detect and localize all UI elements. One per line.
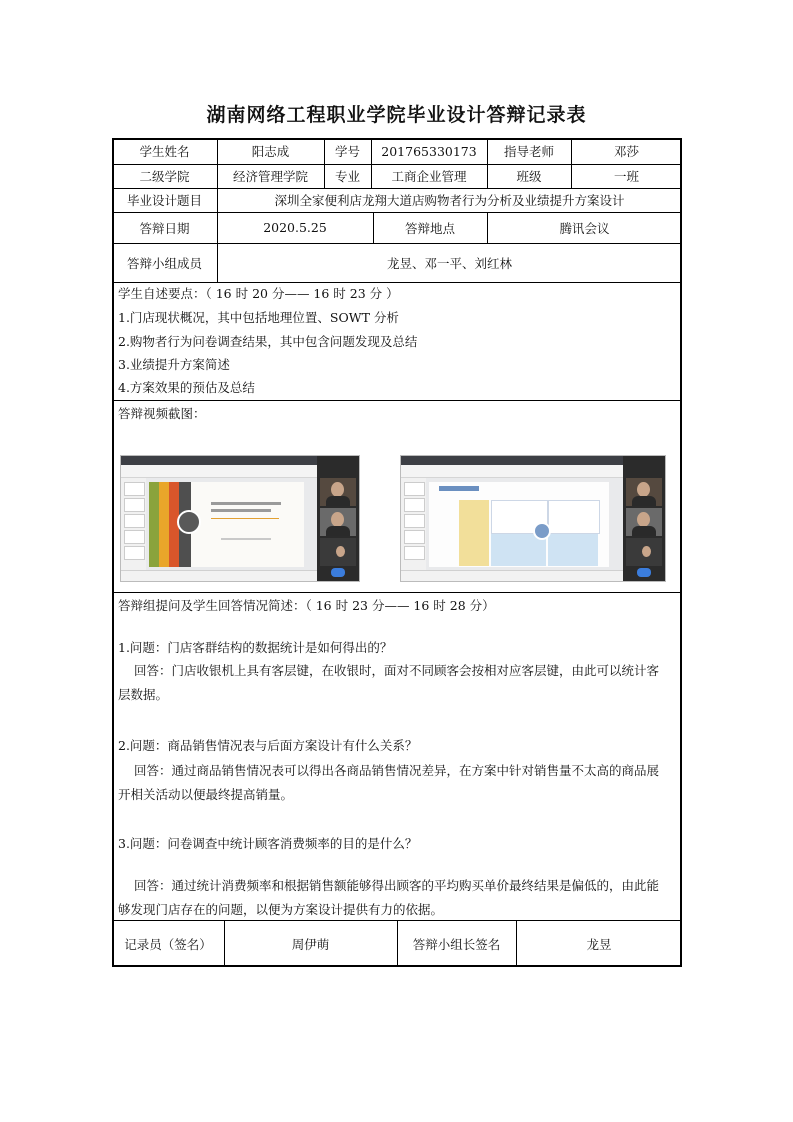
row-divider bbox=[112, 400, 682, 401]
swot-quadrant bbox=[459, 500, 489, 566]
slide-thumbnails bbox=[401, 478, 426, 571]
screenshots-heading: 答辩视频截图： bbox=[118, 406, 206, 421]
advisor-value: 邓莎 bbox=[613, 144, 639, 159]
swot-center-icon bbox=[533, 522, 551, 540]
defense-screenshot-1 bbox=[120, 455, 360, 582]
graduation-cap-icon bbox=[177, 510, 201, 534]
location-label: 答辩地点 bbox=[404, 220, 455, 236]
self-statement-point: 4.方案效果的预估及总结 bbox=[118, 380, 255, 395]
slide-thumbnail bbox=[404, 498, 425, 512]
self-statement-point: 2.购物者行为问卷调查结果，其中包含问题发现及总结 bbox=[118, 334, 418, 349]
participant-face bbox=[336, 546, 345, 557]
swot-quadrant bbox=[548, 500, 600, 534]
participant-video bbox=[626, 508, 662, 536]
slide-thumbnail bbox=[124, 530, 145, 544]
video-gallery bbox=[623, 456, 665, 581]
qa-answer: 回答：通过商品销售情况表可以得出各商品销售情况差异，在方案中针对销售量不太高的商品展开相关活动以便最终提高销量。 bbox=[118, 763, 660, 802]
participant-video bbox=[626, 538, 662, 566]
topic-value: 深圳全家便利店龙翔大道店购物者行为分析及业绩提升方案设计 bbox=[274, 193, 625, 208]
app-statusbar bbox=[121, 570, 317, 581]
participant-face bbox=[331, 512, 344, 527]
title-slide bbox=[149, 482, 304, 567]
date-label: 答辩日期 bbox=[139, 220, 190, 236]
meeting-control-button bbox=[637, 568, 651, 577]
class-label: 班级 bbox=[516, 169, 542, 184]
major-label: 专业 bbox=[334, 169, 360, 184]
self-statement-point: 1.门店现状概况，其中包括地理位置、SOWT 分析 bbox=[118, 310, 399, 325]
slide-thumbnail bbox=[404, 546, 425, 560]
participant-face bbox=[637, 512, 650, 527]
self-statement-heading: 学生自述要点：（ 16 时 20 分—— 16 时 23 分 ） bbox=[118, 286, 399, 301]
slide-stripe bbox=[159, 482, 169, 567]
slide-stripe bbox=[149, 482, 159, 567]
defense-screenshot-2 bbox=[400, 455, 666, 582]
recorder-label: 记录员（签名） bbox=[124, 936, 212, 952]
topic-label: 毕业设计题目 bbox=[126, 193, 202, 208]
slide-thumbnail bbox=[124, 546, 145, 560]
qa-heading: 答辩组提问及学生回答情况简述：（ 16 时 23 分—— 16 时 28 分） bbox=[118, 598, 495, 613]
class-value: 一班 bbox=[613, 169, 639, 184]
student-id-value: 201765330173 bbox=[381, 143, 477, 159]
slide-thumbnail bbox=[124, 498, 145, 512]
self-statement-point: 3.业绩提升方案简述 bbox=[118, 357, 230, 372]
major-value: 工商企业管理 bbox=[391, 169, 467, 184]
advisor-label: 指导老师 bbox=[503, 144, 554, 159]
slide-title-line bbox=[211, 509, 271, 512]
participant-face bbox=[637, 482, 650, 497]
student-name-value: 阳志成 bbox=[251, 144, 290, 159]
qa-question: 2.问题：商品销售情况表与后面方案设计有什么关系？ bbox=[118, 738, 418, 753]
participant-face bbox=[331, 482, 344, 497]
slide-subtitle-line bbox=[221, 538, 271, 540]
row-divider bbox=[112, 282, 682, 283]
student-name-label: 学生姓名 bbox=[139, 144, 190, 159]
app-statusbar bbox=[401, 570, 623, 581]
qa-question: 3.问题：问卷调查中统计顾客消费频率的目的是什么？ bbox=[118, 836, 418, 851]
panel-value: 龙昱、邓一平、刘红林 bbox=[386, 255, 512, 271]
slide-thumbnail bbox=[404, 482, 425, 496]
leader-signature: 龙昱 bbox=[586, 936, 612, 952]
college-label: 二级学院 bbox=[139, 169, 190, 184]
slide-thumbnails bbox=[121, 478, 146, 571]
participant-video bbox=[320, 508, 356, 536]
qa-answer: 回答：门店收银机上具有客层键，在收银时，面对不同顾客会按相对应客层键，由此可以统计客层数据。 bbox=[118, 663, 660, 702]
date-value: 2020.5.25 bbox=[263, 220, 327, 235]
swot-slide bbox=[429, 482, 609, 567]
participant-body bbox=[632, 496, 656, 506]
participant-body bbox=[326, 526, 350, 536]
participant-video bbox=[320, 538, 356, 566]
participant-video bbox=[626, 478, 662, 506]
college-value: 经济管理学院 bbox=[232, 169, 308, 184]
location-value: 腾讯会议 bbox=[559, 220, 610, 236]
slide-heading bbox=[439, 486, 479, 491]
qa-question: 1.问题：门店客群结构的数据统计是如何得出的？ bbox=[118, 640, 393, 655]
leader-label: 答辩小组长签名 bbox=[412, 936, 501, 952]
row-divider bbox=[112, 592, 682, 593]
slide-underline bbox=[211, 518, 279, 519]
slide-title-line bbox=[211, 502, 281, 505]
qa-answer: 回答：通过统计消费频率和根据销售额能够得出顾客的平均购买单价最终结果是偏低的，由此能够发现门店存在的问题，以便为方案设计提供有力的依据。 bbox=[118, 878, 660, 917]
participant-body bbox=[632, 526, 656, 536]
slide-thumbnail bbox=[404, 514, 425, 528]
page-title: 湖南网络工程职业学院毕业设计答辩记录表 bbox=[206, 104, 587, 126]
video-gallery bbox=[317, 456, 359, 581]
participant-video bbox=[320, 478, 356, 506]
recorder-signature: 周伊萌 bbox=[291, 936, 330, 952]
meeting-control-button bbox=[331, 568, 345, 577]
slide-thumbnail bbox=[124, 514, 145, 528]
student-id-label: 学号 bbox=[334, 144, 360, 159]
panel-label: 答辩小组成员 bbox=[126, 255, 202, 271]
slide-thumbnail bbox=[404, 530, 425, 544]
participant-body bbox=[326, 496, 350, 506]
swot-quadrant bbox=[548, 534, 598, 566]
slide-thumbnail bbox=[124, 482, 145, 496]
participant-face bbox=[642, 546, 651, 557]
